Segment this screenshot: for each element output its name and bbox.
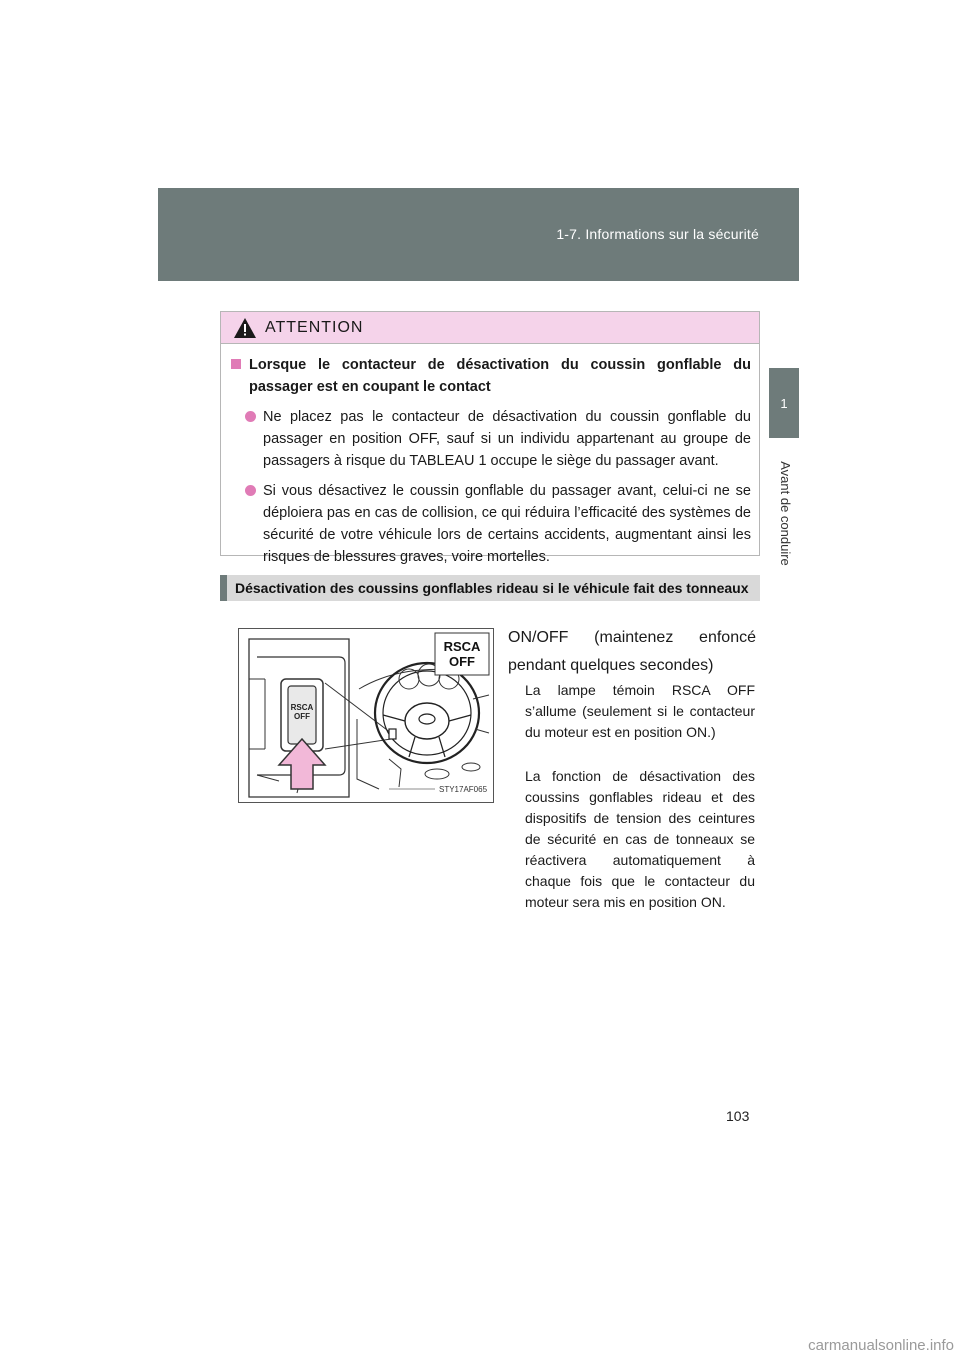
warning-item <box>231 406 751 472</box>
warning-triangle-icon <box>233 317 257 339</box>
warning-item-text: Ne placez pas le contacteur de désactivation du coussin gonflable du passager en position OFF, sauf si un individu appartenant au groupe de passagers à risque du TABLEAU 1 occupe le siège du passager avant. <box>263 409 751 469</box>
indicator-line2: OFF <box>449 654 475 669</box>
warning-item <box>231 480 751 568</box>
operation-description: La fonction de désactivation des coussins gonflables rideau et des dispositifs de tension des ceintures de sécurité en cas de tonneaux se réactivera automatiquement à chaque fois que le contacteur du moteur sera mis en position ON. <box>525 768 755 910</box>
watermark: carmanualsonline.info <box>808 1337 954 1354</box>
warning-box <box>220 311 760 565</box>
square-bullet-icon <box>231 359 241 369</box>
section-title: Désactivation des coussins gonflables rideau si le véhicule fait des tonneaux <box>235 580 749 596</box>
section-title-bar <box>220 575 760 601</box>
warning-body <box>221 344 759 568</box>
header-band <box>158 188 799 281</box>
chapter-label-text: Avant de conduire <box>777 460 793 566</box>
operation-description: La lampe témoin RSCA OFF s’allume (seulement si le contacteur du moteur est en position ON.) <box>525 682 755 740</box>
chapter-tab-number: 1 <box>769 368 799 438</box>
operation-title: ON/OFF (maintenez enfoncé pendant quelques secondes) <box>508 629 756 674</box>
round-bullet-icon <box>245 485 256 496</box>
warning-heading-text: Lorsque le contacteur de désactivation du coussin gonflable du passager est en coupant le contact <box>249 357 751 395</box>
figure-code: STY17AF065 <box>439 785 488 794</box>
dashboard-illustration <box>238 628 494 803</box>
dashboard-drawing <box>239 629 493 802</box>
switch-label-line1: RSCA <box>290 703 314 712</box>
page-number: 103 <box>726 1108 750 1124</box>
switch-label-line2: OFF <box>294 712 310 721</box>
warning-header <box>221 312 759 344</box>
warning-title: ATTENTION <box>265 318 364 336</box>
chapter-tab-label <box>776 448 794 578</box>
round-bullet-icon <box>245 411 256 422</box>
warning-heading <box>231 354 751 398</box>
warning-item-text: Si vous désactivez le coussin gonflable du passager avant, celui-ci ne se déploiera pas en cas de collision, ce qui réduira l’efficacité des systèmes de sécurité de votre véhicule lors de certains accidents, augmentant ainsi les risques de blessures graves, voire mortelles. <box>263 483 751 565</box>
section-heading: 1-7. Informations sur la sécurité <box>556 226 759 242</box>
indicator-line1: RSCA <box>443 639 481 654</box>
